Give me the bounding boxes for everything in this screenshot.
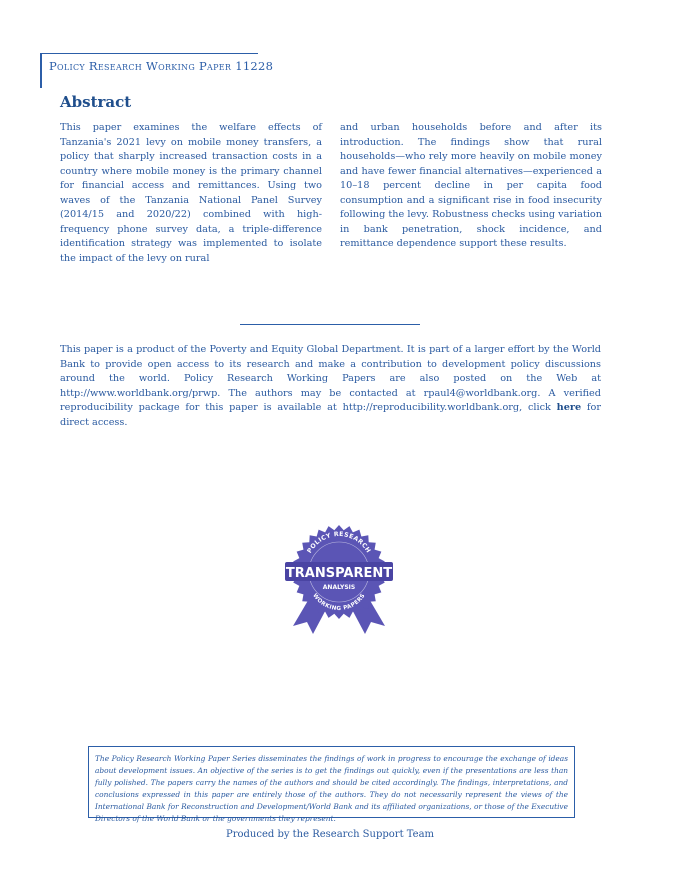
note-text-after: for direct access. — [60, 402, 601, 428]
seal-sub-text: ANALYSIS — [322, 584, 356, 591]
transparent-analysis-seal — [283, 522, 395, 636]
note-text-before: This paper is a product of the Poverty and Equity Global Department. It is part of a larger effort by the World Bank to provide open access to its research and make a contribution to development policy discussions around the world. Policy Research Working Papers are also posted on the Web at http://www.worldbank.org/prwp. The authors may be contacted at rpaul4@worldbank.org. A verified reproducibility package for this paper is available at http://reproducibility.worldbank.org, click — [60, 344, 601, 413]
publication-note — [60, 343, 601, 430]
abstract-column-1: This paper examines the welfare effects of Tanzania's 2021 levy on mobile money transfers, a policy that sharply increased transaction costs in a country where mobile money is the primary channel for financial access and remittances. Using two waves of the Tanzania National Panel Survey (2014/15 and 2020/22) combined with high-frequency phone survey data, a triple-difference identification strategy was implemented to isolate the impact of the levy on rural — [60, 122, 322, 264]
disclaimer-text: The Policy Research Working Paper Series disseminates the findings of work in progress to encourage the exchange of ideas about development issues. An objective of the series is to get the findings out quickly, even if the presentations are less than fully polished. The papers carry the names of the authors and should be cited accordingly. The findings, interpretations, and conclusions expressed in this paper are entirely those of the authors. They do not necessarily represent the views of the International Bank for Reconstruction and Development/World Bank and its affiliated organizations, or those of the Executive Directors of the World Bank or the governments they represent. — [95, 754, 568, 823]
reproducibility-link[interactable]: here — [556, 402, 582, 413]
abstract-column-2: and urban households before and after its introduction. The findings show that rural households—who rely more heavily on mobile money and have fewer financial alternatives—experienced a 10–18 percent decline in per capita food consumption and a significant rise in food insecurity following the levy. Robustness checks using variation in bank penetration, shock incidence, and remittance dependence support these results. — [340, 122, 602, 249]
seal-bottom-text: WORKING PAPERS — [311, 592, 367, 613]
series-disclaimer — [88, 746, 575, 823]
section-divider — [240, 324, 420, 325]
series-label: Policy Research Working Paper 11228 — [49, 59, 274, 73]
series-header — [40, 53, 274, 88]
footer-credit: Produced by the Research Support Team — [225, 829, 435, 840]
seal-banner-text: TRANSPARENT — [285, 566, 393, 581]
seal-top-text: POLICY RESEARCH — [306, 530, 372, 555]
abstract-title: Abstract — [60, 93, 132, 111]
